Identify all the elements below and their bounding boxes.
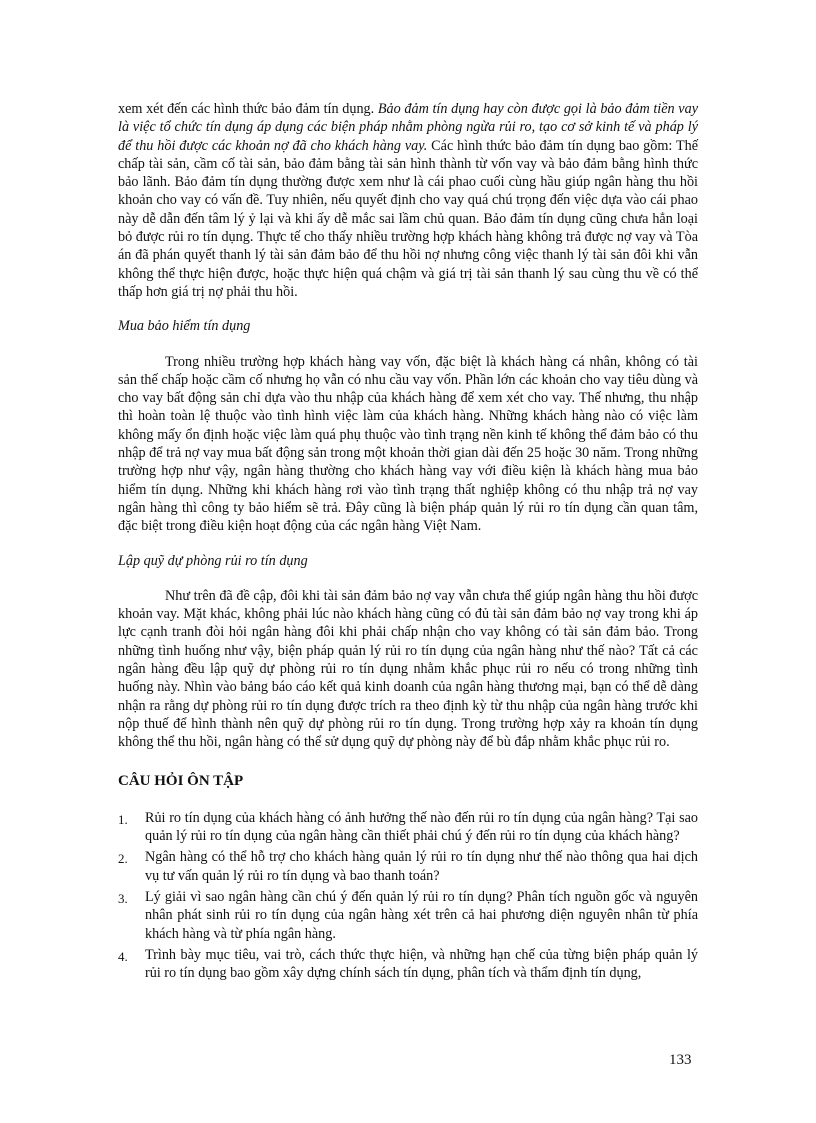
section-title-reserve: Lập quỹ dự phòng rủi ro tín dụng [118,552,308,569]
review-question [118,888,698,943]
question-number: 3. [118,890,128,906]
review-question [118,946,698,983]
question-text: Ngân hàng có thể hỗ trợ cho khách hàng quản lý rủi ro tín dụng như thế nào thông qua hai dịch vụ tư vấn quản lý rủi ro tín dụng và bao thanh toán? [145,849,698,884]
paragraph-reserve: Như trên đã đề cập, đôi khi tài sản đảm bảo nợ vay vẫn chưa thể giúp ngân hàng thu hồi được khoản vay. Mặt khác, không phải lúc nào khách hàng cũng có đủ tài sản đảm bảo nợ vay trong khi áp lực cạnh tranh đòi hỏi ngân hàng đôi khi phải chấp nhận cho vay không có tài sản đảm bảo. Trong những tình huống như vậy, biện pháp quản lý rủi ro tín dụng của ngân hàng như thế nào? Tất cả các ngân hàng đều lập quỹ dự phòng rủi ro tín dụng nhằm khắc phục rủi ro nếu có trong những tình huống này. Nhìn vào bảng báo cáo kết quả kinh doanh của ngân hàng thương mại, bạn có thể dễ dàng nhận ra rằng dự phòng rủi ro tín dụng được trích ra theo định kỳ từ thu nhập của ngân hàng trước khi nộp thuế để hình thành nên quỹ dự phòng rủi ro tín dụng. Trong trường hợp xảy ra khoản tín dụng không thể thu hồi, ngân hàng có thể sử dụng quỹ dự phòng này để bù đắp nhằm khắc phục rủi ro. [118,587,698,751]
question-number: 2. [118,851,128,867]
review-question-list [118,809,698,983]
collateral-definition: Bảo đảm tín dụng hay còn được gọi là bảo đảm tiền vay là việc tổ chức tín dụng áp dụng các biện pháp nhằm phòng ngừa rủi ro, tạo cơ sở kinh tế và pháp lý để thu hồi được các khoản nợ đã cho khách hàng vay. [118,101,698,154]
question-text: Lý giải vì sao ngân hàng cần chú ý đến quản lý rủi ro tín dụng? Phân tích nguồn gốc và nguyên nhân phát sinh rủi ro tín dụng của ngân hàng xét trên cả hai phương diện nguyên nhân từ phía khách hàng và từ phía ngân hàng. [145,888,698,942]
paragraph-collateral [118,100,698,301]
question-number: 4. [118,948,128,964]
page-number: 133 [669,1052,692,1068]
review-question [118,809,698,846]
review-question [118,848,698,885]
question-text: Rủi ro tín dụng của khách hàng có ảnh hưởng thế nào đến rủi ro tín dụng của ngân hàng? Tại sao quản lý rủi ro tín dụng của ngân hàng cần thiết phải chú ý đến rủi ro tín dụng của khách hàng? [145,809,698,845]
question-text: Trình bày mục tiêu, vai trò, cách thức thực hiện, và những hạn chế của từng biện pháp quản lý rủi ro tín dụng bao gồm xây dựng chính sách tín dụng, phân tích và thẩm định tín dụng, [145,946,698,982]
review-heading: CÂU HỎI ÔN TẬP [118,772,244,789]
section-title-insurance: Mua bảo hiểm tín dụng [118,318,251,335]
paragraph-insurance: Trong nhiều trường hợp khách hàng vay vốn, đặc biệt là khách hàng cá nhân, không có tài sản thế chấp hoặc cầm cố nhưng họ vẫn có nhu cầu vay vốn. Phần lớn các khoản cho vay tiêu dùng và cho vay bất động sản chỉ dựa vào thu nhập của khách hàng để xem xét cho vay. Thế nhưng, thu nhập thì hoàn toàn lệ thuộc vào tình hình việc làm của khách hàng. Những khách hàng nào có việc làm không mấy ổn định hoặc việc làm quá phụ thuộc vào tình trạng nền kinh tế không thể đảm bảo có thu nhập để trả nợ vay mua bất động sản trong một khoản thời gian dài đến 25 hoặc 30 năm. Trong những trường hợp như vậy, ngân hàng thường cho khách hàng vay với điều kiện là khách hàng mua bảo hiểm tín dụng. Những khi khách hàng rơi vào tình trạng thất nghiệp không có thu nhập trả nợ vay ngân hàng thì công ty bảo hiểm sẽ trả. Đây cũng là biện pháp quản lý rủi ro tín dụng cần quan tâm, đặc biệt trong điều kiện hoạt động của các ngân hàng Việt Nam. [118,353,698,535]
question-number: 1. [118,811,128,827]
paragraph-collateral-lead: xem xét đến các hình thức bảo đảm tín dụng. [118,101,378,117]
document-page [118,100,698,985]
paragraph-collateral-rest: Các hình thức bảo đảm tín dụng bao gồm: Thế chấp tài sản, cầm cố tài sản, bảo đảm bằng tài sản hình thành từ vốn vay và bảo đảm bằng hình thức bảo lãnh. Bảo đảm tín dụng thường được xem như là cái phao cuối cùng hầu giúp ngân hàng thu hồi khoản cho vay có vấn đề. Tuy nhiên, nếu quyết định cho vay quá chú trọng đến việc dựa vào cái phao này dễ dẫn đến tâm lý ỷ lại và khi ấy dễ mắc sai lầm chủ quan. Bảo đảm tín dụng cũng chưa hẳn loại bỏ được rủi ro tín dụng. Thực tế cho thấy nhiều trường hợp khách hàng không trả được nợ vay và Tòa án đã phán quyết thanh lý tài sản đảm bảo để thu hồi nợ nhưng công việc thanh lý tài sản đôi khi vẫn không thể thực hiện được, hoặc thực hiện quá chậm và giá trị tài sản thanh lý sau cùng thu về có thể thấp hơn giá trị nợ phải thu hồi. [118,137,699,300]
